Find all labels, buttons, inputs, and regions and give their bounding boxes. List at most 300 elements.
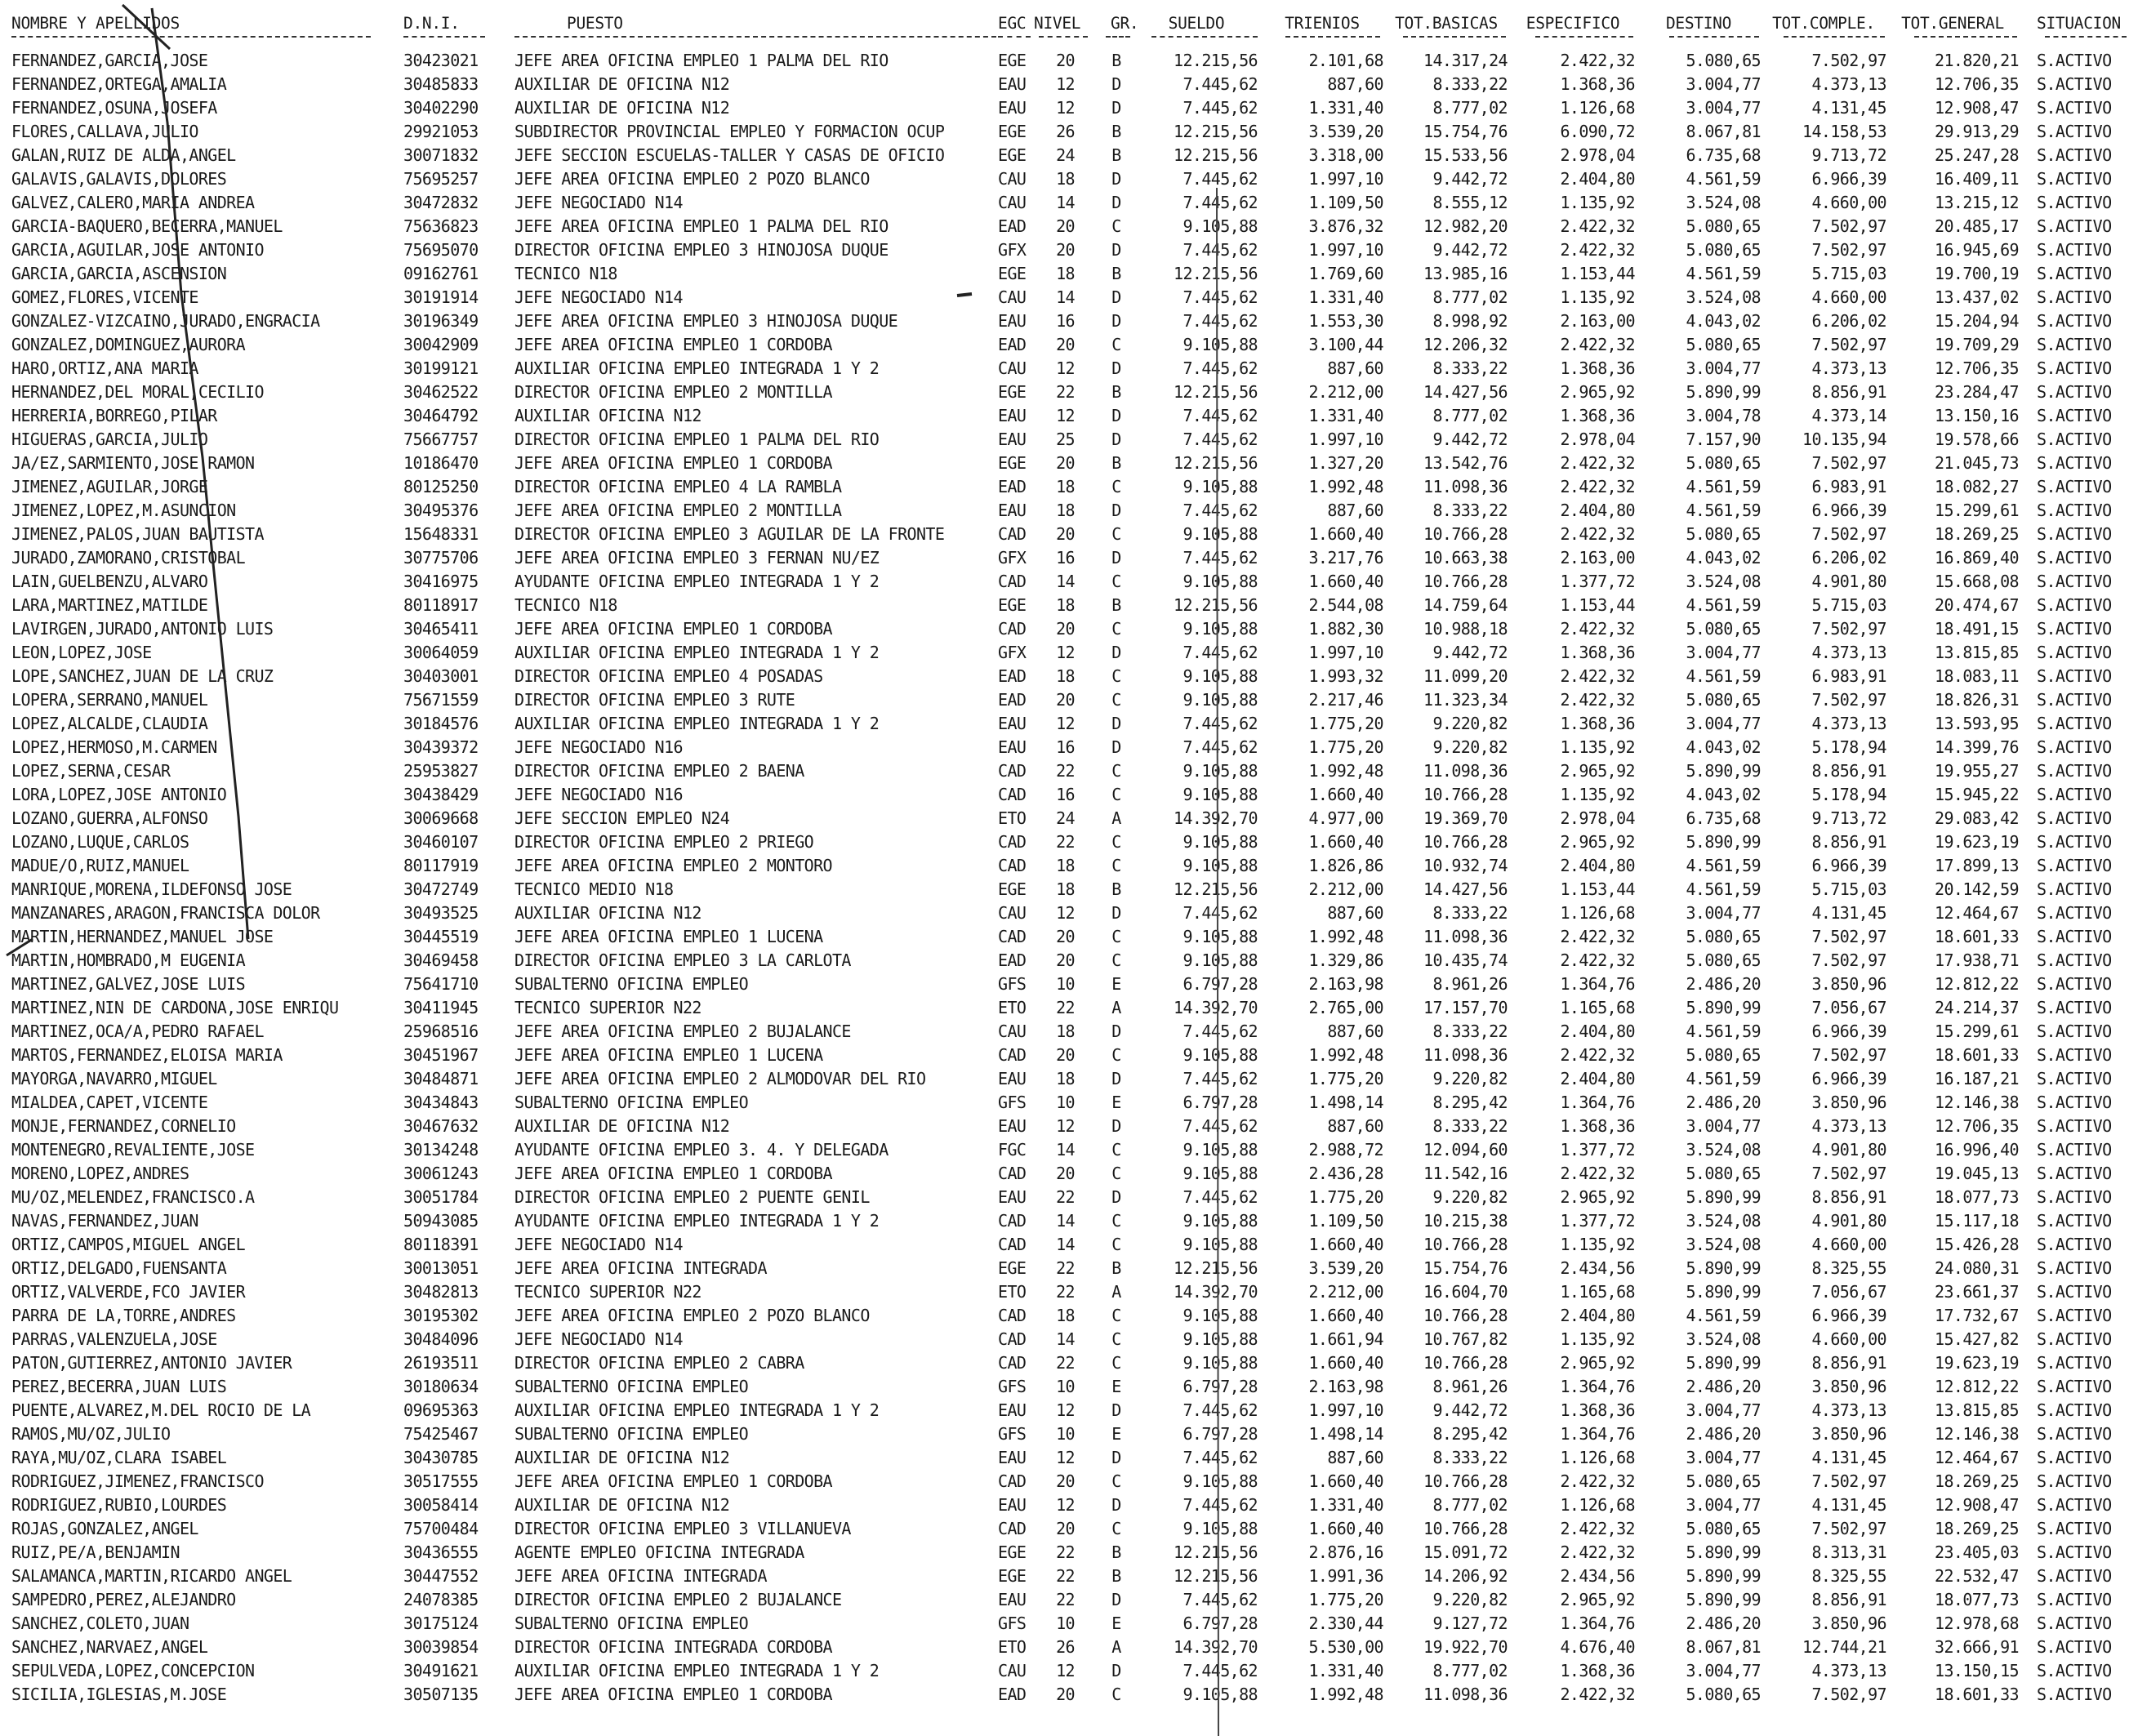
cell-situacion: S.ACTIVO: [2037, 358, 2112, 378]
cell-sueldo: 9.105,88: [1183, 1353, 1258, 1373]
cell-tot-comple: 7.502,97: [1811, 1164, 1886, 1183]
cell-sueldo: 7.445,62: [1183, 358, 1258, 378]
header-trienios: TRIENIOS: [1285, 14, 1360, 33]
cell-puesto: JEFE SECCION ESCUELAS-TALLER Y CASAS DE OFICIO: [514, 145, 945, 165]
cell-tot-general: 18.601,33: [1935, 1045, 2019, 1065]
cell-tot-basicas: 15.091,72: [1423, 1542, 1508, 1562]
cell-puesto: JEFE AREA OFICINA EMPLEO 2 BUJALANCE: [514, 1022, 851, 1041]
cell-egc: CAU: [998, 358, 1027, 378]
cell-egc: EAU: [998, 1448, 1027, 1467]
cell-gr: C: [1111, 690, 1121, 710]
cell-especifico: 2.404,80: [1560, 1306, 1635, 1325]
cell-tot-comple: 7.502,97: [1811, 1519, 1886, 1538]
cell-especifico: 1.364,76: [1560, 1093, 1635, 1112]
cell-nivel: 18: [1056, 477, 1075, 496]
cell-dni: 30491621: [403, 1661, 479, 1680]
cell-gr: E: [1111, 974, 1121, 994]
cell-tot-comple: 8.856,91: [1811, 382, 1886, 402]
cell-gr: D: [1111, 1400, 1121, 1420]
cell-especifico: 1.153,44: [1560, 879, 1635, 899]
cell-gr: C: [1111, 1519, 1121, 1538]
cell-gr: C: [1111, 1353, 1121, 1373]
cell-nivel: 18: [1056, 1069, 1075, 1088]
cell-tot-comple: 7.502,97: [1811, 1685, 1886, 1704]
cell-situacion: S.ACTIVO: [2037, 572, 2112, 591]
cell-nivel: 22: [1056, 761, 1075, 781]
cell-gr: C: [1111, 619, 1121, 639]
cell-situacion: S.ACTIVO: [2037, 1590, 2112, 1609]
cell-trienios: 1.992,48: [1308, 1045, 1383, 1065]
cell-situacion: S.ACTIVO: [2037, 1329, 2112, 1349]
cell-dni: 25968516: [403, 1022, 479, 1041]
cell-destino: 2.486,20: [1686, 974, 1761, 994]
cell-sueldo: 7.445,62: [1183, 1590, 1258, 1609]
cell-sueldo: 6.797,28: [1183, 1614, 1258, 1633]
cell-tot-general: 20.485,17: [1935, 216, 2019, 236]
cell-trienios: 1.660,40: [1308, 1306, 1383, 1325]
cell-trienios: 1.331,40: [1308, 98, 1383, 118]
cell-nombre: LOZANO,GUERRA,ALFONSO: [11, 808, 208, 828]
cell-situacion: S.ACTIVO: [2037, 879, 2112, 899]
cell-tot-general: 18.077,73: [1935, 1590, 2019, 1609]
cell-sueldo: 12.215,56: [1174, 879, 1258, 899]
cell-egc: EAD: [998, 666, 1027, 686]
table-row: [11, 1067, 2118, 1091]
cell-sueldo: 9.105,88: [1183, 927, 1258, 946]
cell-tot-basicas: 9.442,72: [1432, 430, 1508, 449]
cell-dni: 30507135: [403, 1685, 479, 1704]
cell-situacion: S.ACTIVO: [2037, 287, 2112, 307]
cell-sueldo: 9.105,88: [1183, 1306, 1258, 1325]
cell-egc: CAD: [998, 927, 1027, 946]
cell-egc: CAD: [998, 619, 1027, 639]
cell-tot-basicas: 9.442,72: [1432, 169, 1508, 189]
cell-dni: 80118917: [403, 595, 479, 615]
cell-nombre: PUENTE,ALVAREZ,M.DEL ROCIO DE LA: [11, 1400, 311, 1420]
cell-tot-basicas: 15.533,56: [1423, 145, 1508, 165]
cell-tot-general: 16.869,40: [1935, 548, 2019, 568]
cell-nivel: 12: [1056, 74, 1075, 94]
cell-trienios: 2.765,00: [1308, 998, 1383, 1017]
table-row: [11, 1446, 2118, 1470]
cell-destino: 4.043,02: [1686, 311, 1761, 331]
cell-gr: C: [1111, 524, 1121, 544]
cell-destino: 5.080,65: [1686, 1471, 1761, 1491]
cell-nivel: 18: [1056, 856, 1075, 875]
table-row: [11, 1138, 2118, 1162]
cell-egc: EAU: [998, 74, 1027, 94]
cell-gr: B: [1111, 145, 1121, 165]
cell-nivel: 20: [1056, 335, 1075, 354]
cell-gr: D: [1111, 358, 1121, 378]
table-row: [11, 238, 2118, 262]
cell-egc: EAU: [998, 1116, 1027, 1136]
cell-egc: CAD: [998, 1329, 1027, 1349]
cell-especifico: 2.422,32: [1560, 950, 1635, 970]
cell-especifico: 1.368,36: [1560, 714, 1635, 733]
cell-sueldo: 7.445,62: [1183, 1187, 1258, 1207]
cell-egc: EGE: [998, 1566, 1027, 1586]
cell-tot-basicas: 14.206,92: [1423, 1566, 1508, 1586]
cell-trienios: 1.553,30: [1308, 311, 1383, 331]
cell-nombre: LAVIRGEN,JURADO,ANTONIO LUIS: [11, 619, 274, 639]
table-row: [11, 736, 2118, 759]
table-row: [11, 1588, 2118, 1612]
cell-nombre: MARTIN,HOMBRADO,M EUGENIA: [11, 950, 246, 970]
cell-tot-comple: 4.131,45: [1811, 903, 1886, 923]
cell-trienios: 1.826,86: [1308, 856, 1383, 875]
table-row: [11, 1565, 2118, 1588]
table-row: [11, 949, 2118, 973]
cell-destino: 5.080,65: [1686, 216, 1761, 236]
cell-tot-comple: 7.056,67: [1811, 998, 1886, 1017]
cell-nombre: LOPEZ,SERNA,CESAR: [11, 761, 171, 781]
cell-puesto: JEFE AREA OFICINA EMPLEO 1 LUCENA: [514, 927, 823, 946]
cell-nivel: 20: [1056, 240, 1075, 260]
cell-puesto: DIRECTOR OFICINA EMPLEO 3 LA CARLOTA: [514, 950, 851, 970]
cell-egc: CAD: [998, 1235, 1027, 1254]
cell-puesto: AUXILIAR DE OFICINA N12: [514, 98, 730, 118]
cell-tot-general: 15.427,82: [1935, 1329, 2019, 1349]
cell-tot-comple: 7.502,97: [1811, 335, 1886, 354]
cell-sueldo: 12.215,56: [1174, 1566, 1258, 1586]
cell-trienios: 1.498,14: [1308, 1424, 1383, 1444]
cell-trienios: 1.997,10: [1308, 240, 1383, 260]
cell-tot-general: 16.996,40: [1935, 1140, 2019, 1160]
cell-especifico: 2.978,04: [1560, 145, 1635, 165]
cell-tot-comple: 7.502,97: [1811, 950, 1886, 970]
cell-puesto: JEFE NEGOCIADO N14: [514, 287, 683, 307]
cell-egc: ETO: [998, 1637, 1027, 1657]
cell-trienios: 2.163,98: [1308, 974, 1383, 994]
cell-situacion: S.ACTIVO: [2037, 1045, 2112, 1065]
table-row: [11, 428, 2118, 452]
cell-nivel: 12: [1056, 358, 1075, 378]
cell-trienios: 2.544,08: [1308, 595, 1383, 615]
table-row: [11, 167, 2118, 191]
cell-trienios: 1.109,50: [1308, 193, 1383, 212]
cell-nombre: GARCIA,GARCIA,ASCENSION: [11, 264, 227, 283]
cell-tot-general: 12.706,35: [1935, 358, 2019, 378]
cell-egc: FGC: [998, 1140, 1027, 1160]
cell-nombre: JA/EZ,SARMIENTO,JOSE RAMON: [11, 453, 255, 473]
cell-nombre: RAMOS,MU/OZ,JULIO: [11, 1424, 171, 1444]
cell-tot-basicas: 9.220,82: [1432, 737, 1508, 757]
cell-tot-general: 14.399,76: [1935, 737, 2019, 757]
cell-egc: ETO: [998, 998, 1027, 1017]
cell-nombre: PATON,GUTIERREZ,ANTONIO JAVIER: [11, 1353, 292, 1373]
cell-nivel: 14: [1056, 287, 1075, 307]
cell-puesto: TECNICO N18: [514, 264, 617, 283]
cell-situacion: S.ACTIVO: [2037, 548, 2112, 568]
cell-gr: B: [1111, 51, 1121, 70]
cell-nivel: 22: [1056, 1258, 1075, 1278]
cell-egc: CAD: [998, 572, 1027, 591]
cell-especifico: 2.422,32: [1560, 1542, 1635, 1562]
cell-tot-general: 12.464,67: [1935, 1448, 2019, 1467]
cell-situacion: S.ACTIVO: [2037, 832, 2112, 852]
cell-dni: 30051784: [403, 1187, 479, 1207]
cell-tot-comple: 7.502,97: [1811, 240, 1886, 260]
cell-tot-basicas: 8.961,26: [1432, 974, 1508, 994]
cell-destino: 5.890,99: [1686, 998, 1761, 1017]
cell-nombre: NAVAS,FERNANDEZ,JUAN: [11, 1211, 198, 1231]
cell-tot-general: 18.491,15: [1935, 619, 2019, 639]
cell-gr: D: [1111, 98, 1121, 118]
cell-nivel: 12: [1056, 406, 1075, 425]
cell-gr: C: [1111, 1306, 1121, 1325]
cell-tot-comple: 4.373,13: [1811, 714, 1886, 733]
cell-situacion: S.ACTIVO: [2037, 311, 2112, 331]
cell-tot-comple: 4.373,13: [1811, 643, 1886, 662]
cell-dni: 25953827: [403, 761, 479, 781]
cell-tot-basicas: 10.766,28: [1423, 1519, 1508, 1538]
cell-egc: CAU: [998, 1022, 1027, 1041]
cell-situacion: S.ACTIVO: [2037, 1637, 2112, 1657]
cell-nombre: LOPEZ,ALCALDE,CLAUDIA: [11, 714, 208, 733]
cell-situacion: S.ACTIVO: [2037, 1187, 2112, 1207]
cell-dni: 50943085: [403, 1211, 479, 1231]
cell-tot-general: 29.083,42: [1935, 808, 2019, 828]
cell-tot-general: 19.045,13: [1935, 1164, 2019, 1183]
cell-puesto: JEFE AREA OFICINA INTEGRADA: [514, 1566, 767, 1586]
cell-trienios: 1.660,40: [1308, 1235, 1383, 1254]
cell-sueldo: 7.445,62: [1183, 1116, 1258, 1136]
cell-tot-comple: 3.850,96: [1811, 1424, 1886, 1444]
cell-situacion: S.ACTIVO: [2037, 595, 2112, 615]
cell-destino: 6.735,68: [1686, 145, 1761, 165]
cell-situacion: S.ACTIVO: [2037, 714, 2112, 733]
cell-especifico: 1.126,68: [1560, 1495, 1635, 1515]
cell-tot-basicas: 15.754,76: [1423, 1258, 1508, 1278]
cell-sueldo: 12.215,56: [1174, 1542, 1258, 1562]
cell-especifico: 2.434,56: [1560, 1566, 1635, 1586]
cell-nivel: 12: [1056, 1116, 1075, 1136]
cell-nivel: 14: [1056, 193, 1075, 212]
cell-puesto: JEFE AREA OFICINA EMPLEO 1 PALMA DEL RIO: [514, 216, 889, 236]
cell-sueldo: 9.105,88: [1183, 619, 1258, 639]
cell-puesto: JEFE AREA OFICINA EMPLEO 1 PALMA DEL RIO: [514, 51, 889, 70]
cell-gr: C: [1111, 927, 1121, 946]
cell-tot-general: 12.146,38: [1935, 1424, 2019, 1444]
cell-destino: 3.524,08: [1686, 1140, 1761, 1160]
cell-dni: 29921053: [403, 122, 479, 141]
cell-nivel: 12: [1056, 1400, 1075, 1420]
cell-destino: 3.004,77: [1686, 1661, 1761, 1680]
cell-tot-basicas: 9.220,82: [1432, 714, 1508, 733]
cell-nombre: MARTINEZ,GALVEZ,JOSE LUIS: [11, 974, 246, 994]
cell-nombre: MORENO,LOPEZ,ANDRES: [11, 1164, 189, 1183]
table-row: [11, 96, 2118, 120]
cell-tot-basicas: 10.932,74: [1423, 856, 1508, 875]
cell-especifico: 2.163,00: [1560, 311, 1635, 331]
cell-trienios: 887,60: [1327, 74, 1383, 94]
cell-nivel: 22: [1056, 1353, 1075, 1373]
cell-especifico: 2.163,00: [1560, 548, 1635, 568]
cell-egc: CAD: [998, 832, 1027, 852]
header-nivel: NIVEL: [1034, 14, 1081, 33]
table-row: [11, 1612, 2118, 1636]
table-row: [11, 1375, 2118, 1399]
cell-nombre: RODRIGUEZ,RUBIO,LOURDES: [11, 1495, 227, 1515]
cell-especifico: 2.965,92: [1560, 1353, 1635, 1373]
cell-nivel: 10: [1056, 1614, 1075, 1633]
cell-especifico: 2.422,32: [1560, 666, 1635, 686]
cell-puesto: JEFE SECCION EMPLEO N24: [514, 808, 730, 828]
cell-dni: 30469458: [403, 950, 479, 970]
cell-egc: EAU: [998, 737, 1027, 757]
cell-destino: 3.004,77: [1686, 74, 1761, 94]
cell-tot-comple: 4.131,45: [1811, 98, 1886, 118]
cell-gr: C: [1111, 761, 1121, 781]
cell-egc: CAD: [998, 1519, 1027, 1538]
cell-dni: 30462522: [403, 382, 479, 402]
table-row: [11, 783, 2118, 807]
cell-destino: 2.486,20: [1686, 1614, 1761, 1633]
cell-tot-comple: 7.502,97: [1811, 524, 1886, 544]
cell-tot-basicas: 10.766,28: [1423, 785, 1508, 804]
cell-dni: 30184576: [403, 714, 479, 733]
cell-gr: D: [1111, 1590, 1121, 1609]
cell-tot-general: 13.150,16: [1935, 406, 2019, 425]
table-row: [11, 759, 2118, 783]
table-row: [11, 357, 2118, 381]
cell-nombre: GOMEZ,FLORES,VICENTE: [11, 287, 198, 307]
cell-sueldo: 7.445,62: [1183, 501, 1258, 520]
cell-nombre: FERNANDEZ,OSUNA,JOSEFA: [11, 98, 217, 118]
cell-destino: 5.080,65: [1686, 690, 1761, 710]
cell-puesto: JEFE NEGOCIADO N14: [514, 1235, 683, 1254]
cell-especifico: 1.377,72: [1560, 1140, 1635, 1160]
cell-tot-basicas: 11.098,36: [1423, 761, 1508, 781]
cell-gr: D: [1111, 406, 1121, 425]
cell-tot-basicas: 9.220,82: [1432, 1069, 1508, 1088]
table-row: [11, 594, 2118, 617]
cell-situacion: S.ACTIVO: [2037, 998, 2112, 1017]
table-row: [11, 1020, 2118, 1044]
cell-puesto: AYUDANTE OFICINA EMPLEO 3. 4. Y DELEGADA: [514, 1140, 889, 1160]
cell-nivel: 22: [1056, 1542, 1075, 1562]
cell-dni: 10186470: [403, 453, 479, 473]
cell-puesto: SUBALTERNO OFICINA EMPLEO: [514, 1093, 749, 1112]
cell-nivel: 20: [1056, 524, 1075, 544]
cell-nombre: LEON,LOPEZ,JOSE: [11, 643, 152, 662]
cell-nombre: SANCHEZ,COLETO,JUAN: [11, 1614, 189, 1633]
table-row: [11, 120, 2118, 144]
cell-destino: 5.080,65: [1686, 240, 1761, 260]
cell-gr: C: [1111, 1211, 1121, 1231]
cell-dni: 30517555: [403, 1471, 479, 1491]
cell-tot-comple: 6.966,39: [1811, 1306, 1886, 1325]
cell-nombre: MARTOS,FERNANDEZ,ELOISA MARIA: [11, 1045, 283, 1065]
cell-dni: 75425467: [403, 1424, 479, 1444]
cell-tot-basicas: 8.295,42: [1432, 1093, 1508, 1112]
cell-sueldo: 9.105,88: [1183, 856, 1258, 875]
cell-tot-general: 20.142,59: [1935, 879, 2019, 899]
header-tot-general: TOT.GENERAL: [1901, 14, 2004, 33]
cell-dni: 75667757: [403, 430, 479, 449]
cell-tot-general: 16.409,11: [1935, 169, 2019, 189]
table-row: [11, 617, 2118, 641]
cell-tot-comple: 3.850,96: [1811, 1093, 1886, 1112]
cell-puesto: TECNICO MEDIO N18: [514, 879, 674, 899]
cell-puesto: DIRECTOR OFICINA EMPLEO 1 PALMA DEL RIO: [514, 430, 880, 449]
cell-tot-comple: 7.502,97: [1811, 1045, 1886, 1065]
cell-dni: 30464792: [403, 406, 479, 425]
cell-especifico: 2.965,92: [1560, 761, 1635, 781]
cell-nombre: PEREZ,BECERRA,JUAN LUIS: [11, 1377, 227, 1396]
cell-dni: 30439372: [403, 737, 479, 757]
cell-trienios: 5.530,00: [1308, 1637, 1383, 1657]
cell-nivel: 20: [1056, 1685, 1075, 1704]
cell-puesto: DIRECTOR OFICINA EMPLEO 4 LA RAMBLA: [514, 477, 842, 496]
cell-sueldo: 14.392,70: [1174, 998, 1258, 1017]
cell-trienios: 887,60: [1327, 501, 1383, 520]
cell-nombre: PARRA DE LA,TORRE,ANDRES: [11, 1306, 236, 1325]
cell-destino: 3.004,78: [1686, 406, 1761, 425]
cell-situacion: S.ACTIVO: [2037, 690, 2112, 710]
cell-gr: C: [1111, 1164, 1121, 1183]
cell-especifico: 2.978,04: [1560, 808, 1635, 828]
cell-puesto: JEFE AREA OFICINA EMPLEO 1 CORDOBA: [514, 1164, 832, 1183]
cell-puesto: SUBALTERNO OFICINA EMPLEO: [514, 974, 749, 994]
cell-nivel: 20: [1056, 619, 1075, 639]
header-destino: DESTINO: [1665, 14, 1732, 33]
cell-tot-basicas: 13.985,16: [1423, 264, 1508, 283]
cell-tot-comple: 4.660,00: [1811, 193, 1886, 212]
cell-sueldo: 9.105,88: [1183, 950, 1258, 970]
cell-destino: 5.890,99: [1686, 1282, 1761, 1302]
cell-puesto: JEFE AREA OFICINA EMPLEO 1 CORDOBA: [514, 1471, 832, 1491]
cell-tot-comple: 3.850,96: [1811, 974, 1886, 994]
table-row: [11, 144, 2118, 167]
cell-sueldo: 12.215,56: [1174, 264, 1258, 283]
cell-gr: B: [1111, 264, 1121, 283]
cell-nombre: GARCIA,AGUILAR,JOSE ANTONIO: [11, 240, 264, 260]
cell-tot-basicas: 19.922,70: [1423, 1637, 1508, 1657]
cell-puesto: TECNICO SUPERIOR N22: [514, 1282, 702, 1302]
cell-egc: EAU: [998, 1187, 1027, 1207]
cell-nombre: HARO,ORTIZ,ANA MARIA: [11, 358, 198, 378]
cell-sueldo: 9.105,88: [1183, 785, 1258, 804]
cell-tot-comple: 4.901,80: [1811, 572, 1886, 591]
cell-destino: 5.890,99: [1686, 761, 1761, 781]
cell-dni: 30460107: [403, 832, 479, 852]
cell-especifico: 1.368,36: [1560, 358, 1635, 378]
table-row: [11, 215, 2118, 238]
cell-tot-comple: 5.715,03: [1811, 595, 1886, 615]
cell-nombre: LOZANO,LUQUE,CARLOS: [11, 832, 189, 852]
cell-tot-general: 17.938,71: [1935, 950, 2019, 970]
cell-tot-basicas: 10.766,28: [1423, 572, 1508, 591]
cell-dni: 30482813: [403, 1282, 479, 1302]
table-row: [11, 475, 2118, 499]
cell-situacion: S.ACTIVO: [2037, 1685, 2112, 1704]
payroll-table: [11, 11, 2121, 1707]
cell-destino: 3.004,77: [1686, 98, 1761, 118]
cell-nombre: MU/OZ,MELENDEZ,FRANCISCO.A: [11, 1187, 255, 1207]
cell-especifico: 2.422,32: [1560, 240, 1635, 260]
cell-situacion: S.ACTIVO: [2037, 524, 2112, 544]
cell-tot-basicas: 14.317,24: [1423, 51, 1508, 70]
cell-dni: 30484871: [403, 1069, 479, 1088]
cell-gr: D: [1111, 74, 1121, 94]
cell-especifico: 1.364,76: [1560, 1377, 1635, 1396]
table-row: [11, 546, 2118, 570]
cell-tot-basicas: 8.961,26: [1432, 1377, 1508, 1396]
cell-tot-comple: 8.856,91: [1811, 832, 1886, 852]
cell-trienios: 887,60: [1327, 1022, 1383, 1041]
